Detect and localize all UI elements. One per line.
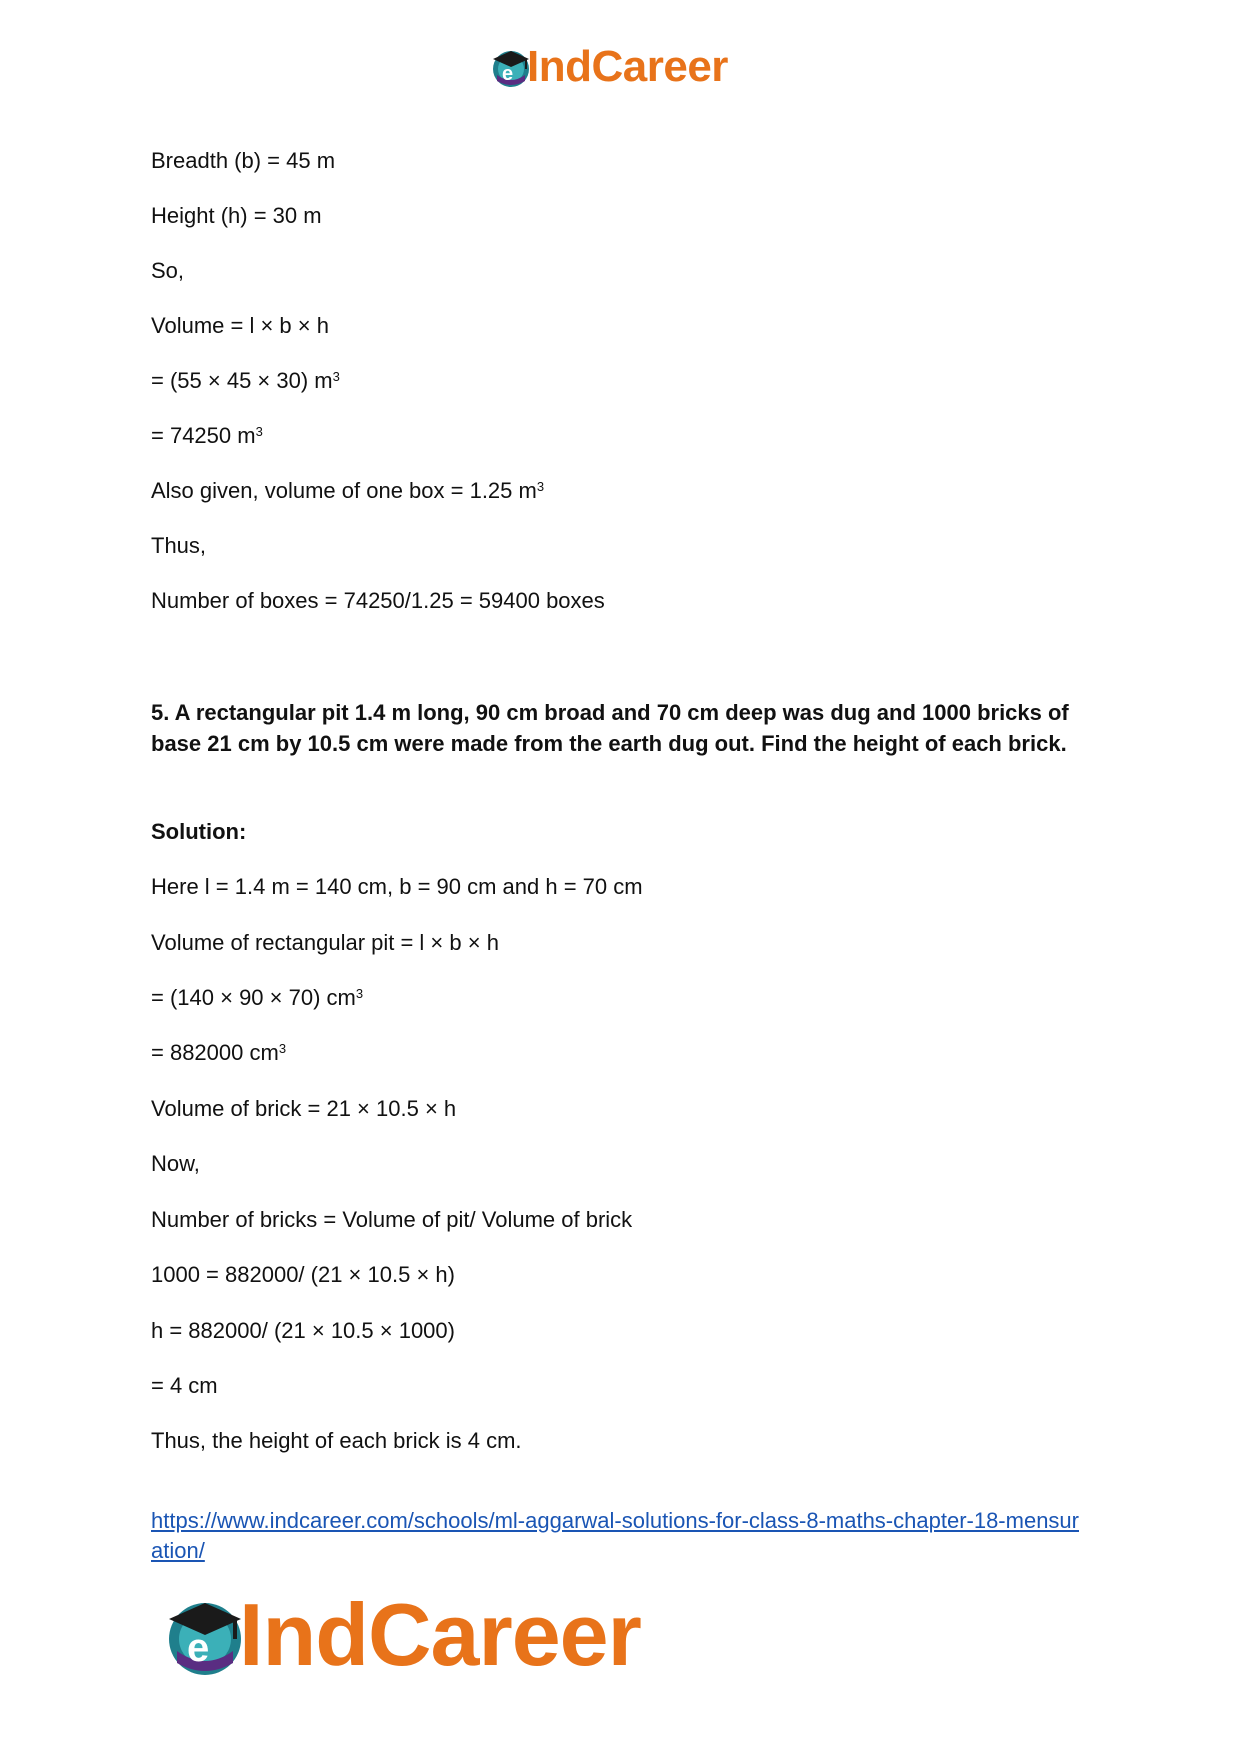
text-line: Height (h) = 30 m [151, 203, 322, 228]
text-line: Also given, volume of one box = 1.25 $m^3$ [151, 478, 545, 503]
text-line: Volume of brick = 21 × 10.5 × h [151, 1096, 457, 1121]
source-link[interactable]: https://www.indcareer.com/schools/ml-aggarwal-solutions-for-class-8-maths-chapter-18-mensuration/ [151, 1508, 1079, 1563]
footer-logo-text: IndCareer [239, 1585, 641, 1684]
footer-logo [161, 1585, 641, 1685]
text-line: Breadth (b) = 45 m [151, 148, 336, 173]
header-logo [489, 42, 728, 92]
text-line: Thus, the height of each brick is 4 cm. [151, 1428, 522, 1453]
solution-label: Solution: [151, 819, 247, 844]
text-line: Here l = 1.4 m = 140 cm, b = 90 cm and h = 70 cm [151, 874, 643, 899]
text-line: = (140 × 90 × 70) $cm^3$ [151, 985, 364, 1010]
question-heading: 5. A rectangular pit 1.4 m long, 90 cm broad and 70 cm deep was dug and 1000 bricks of base 21 cm by 10.5 cm were made from the earth dug out. Find the height of each brick. [151, 700, 1069, 756]
text-line: Volume of rectangular pit = l × b × h [151, 930, 499, 955]
text-line: h = 882000/ (21 × 10.5 × 1000) [151, 1318, 455, 1343]
graduation-globe-icon [161, 1591, 249, 1679]
text-line: 1000 = 882000/ (21 × 10.5 × h) [151, 1262, 455, 1287]
text-line: Thus, [151, 533, 207, 558]
header-logo-text: IndCareer [527, 42, 728, 91]
text-line: = 74250 $m^3$ [151, 423, 263, 448]
text-line: = 4 cm [151, 1373, 218, 1398]
text-line: Now, [151, 1151, 200, 1176]
text-line: Number of boxes = 74250/1.25 = 59400 boxes [151, 588, 605, 613]
text-line: = (55 × 45 × 30) $m^3$ [151, 368, 340, 393]
text-line: Number of bricks = Volume of pit/ Volume of brick [151, 1207, 633, 1232]
text-line: Volume = l × b × h [151, 313, 329, 338]
svg-text:e: e [502, 63, 514, 85]
svg-text:e: e [187, 1626, 210, 1670]
text-line: = 882000 $cm^3$ [151, 1040, 287, 1065]
text-line: So, [151, 258, 185, 283]
